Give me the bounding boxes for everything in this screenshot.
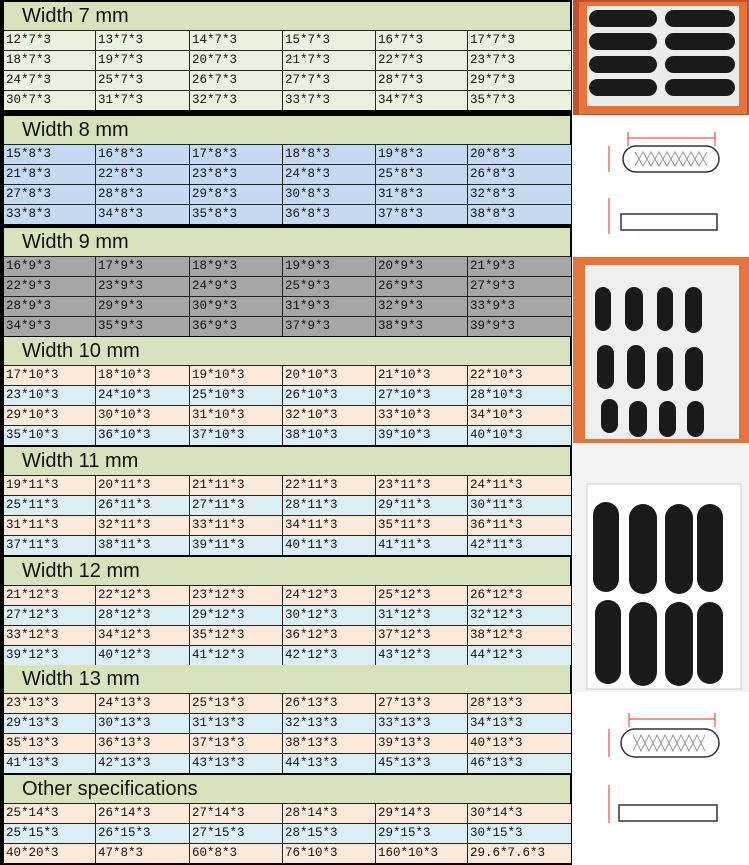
size-cell: 19*11*3 — [4, 476, 95, 495]
size-cell: 20*7*3 — [190, 51, 282, 70]
size-cell: 30*15*3 — [468, 824, 571, 843]
size-cell: 27*14*3 — [190, 804, 282, 823]
size-cell: 25*13*3 — [190, 694, 282, 713]
section-width-11-mm — [4, 447, 570, 555]
drawing-pad-dimensions-1 — [573, 116, 749, 256]
size-cell: 38*10*3 — [283, 426, 375, 445]
size-cell: 28*9*3 — [4, 297, 95, 316]
size-cell: 27*15*3 — [190, 824, 282, 843]
size-cell: 26*13*3 — [283, 694, 375, 713]
section-title: Width 12 mm — [4, 557, 570, 585]
size-cell: 30*13*3 — [96, 714, 189, 733]
size-cell: 31*9*3 — [283, 297, 375, 316]
size-cell: 14*7*3 — [190, 31, 282, 50]
size-cell: 30*12*3 — [283, 606, 375, 625]
section-title: Width 11 mm — [4, 447, 570, 475]
size-cell: 43*13*3 — [190, 754, 282, 773]
size-cell: 24*10*3 — [96, 386, 189, 405]
size-cell: 27*7*3 — [283, 71, 375, 90]
size-cell: 33*13*3 — [376, 714, 467, 733]
size-cell: 32*8*3 — [468, 185, 571, 204]
size-cell: 34*8*3 — [96, 205, 189, 224]
size-cell: 25*9*3 — [283, 277, 375, 296]
size-cell: 23*8*3 — [190, 165, 282, 184]
size-cell: 24*12*3 — [283, 586, 375, 605]
size-cell: 27*10*3 — [376, 386, 467, 405]
size-grid — [4, 144, 570, 224]
size-cell: 22*11*3 — [283, 476, 375, 495]
size-cell: 29*10*3 — [4, 406, 95, 425]
size-cell: 43*12*3 — [376, 646, 467, 665]
size-cell: 30*8*3 — [283, 185, 375, 204]
size-cell: 25*11*3 — [4, 496, 95, 515]
size-cell: 24*13*3 — [96, 694, 189, 713]
size-cell: 23*11*3 — [376, 476, 467, 495]
size-grid — [4, 693, 570, 773]
size-cell: 23*7*3 — [468, 51, 571, 70]
size-cell: 18*8*3 — [283, 145, 375, 164]
size-cell: 20*11*3 — [96, 476, 189, 495]
size-cell: 46*13*3 — [468, 754, 571, 773]
size-cell: 28*15*3 — [283, 824, 375, 843]
size-cell: 12*7*3 — [4, 31, 95, 50]
size-cell: 31*7*3 — [96, 91, 189, 110]
size-cell: 29*13*3 — [4, 714, 95, 733]
size-cell: 44*13*3 — [283, 754, 375, 773]
size-cell: 32*7*3 — [190, 91, 282, 110]
size-cell: 16*8*3 — [96, 145, 189, 164]
section-width-10-mm — [4, 337, 570, 445]
size-cell: 32*9*3 — [376, 297, 467, 316]
section-title: Width 8 mm — [4, 116, 570, 144]
section-width-13-mm — [4, 665, 570, 773]
size-cell: 32*12*3 — [468, 606, 571, 625]
size-cell: 24*7*3 — [4, 71, 95, 90]
photo-pads-orange-2 — [573, 257, 749, 443]
size-cell: 31*13*3 — [190, 714, 282, 733]
size-cell: 38*12*3 — [468, 626, 571, 645]
size-cell: 25*7*3 — [96, 71, 189, 90]
size-cell: 21*9*3 — [468, 257, 571, 276]
size-cell: 28*8*3 — [96, 185, 189, 204]
size-cell: 36*13*3 — [96, 734, 189, 753]
size-cell: 33*8*3 — [4, 205, 95, 224]
size-cell: 40*10*3 — [468, 426, 571, 445]
size-cell: 19*7*3 — [96, 51, 189, 70]
size-cell: 25*8*3 — [376, 165, 467, 184]
section-width-9-mm — [4, 228, 570, 336]
size-cell: 19*10*3 — [190, 366, 282, 385]
size-cell: 42*11*3 — [468, 536, 571, 555]
size-cell: 20*8*3 — [468, 145, 571, 164]
size-cell: 41*13*3 — [4, 754, 95, 773]
size-cell: 15*7*3 — [283, 31, 375, 50]
size-cell: 38*13*3 — [283, 734, 375, 753]
size-cell: 16*7*3 — [376, 31, 467, 50]
size-cell: 33*7*3 — [283, 91, 375, 110]
size-cell: 37*8*3 — [376, 205, 467, 224]
size-cell: 32*11*3 — [96, 516, 189, 535]
size-cell: 36*12*3 — [283, 626, 375, 645]
section-title: Width 7 mm — [4, 2, 570, 30]
size-cell: 36*8*3 — [283, 205, 375, 224]
size-cell: 38*11*3 — [96, 536, 189, 555]
size-cell: 40*12*3 — [96, 646, 189, 665]
size-cell: 17*10*3 — [4, 366, 95, 385]
size-cell: 31*12*3 — [376, 606, 467, 625]
drawing-pad-dimensions-2 — [573, 693, 749, 865]
size-cell: 37*9*3 — [283, 317, 375, 336]
size-cell: 27*12*3 — [4, 606, 95, 625]
size-cell: 28*13*3 — [468, 694, 571, 713]
size-cell: 17*9*3 — [96, 257, 189, 276]
size-cell: 28*12*3 — [96, 606, 189, 625]
size-cell: 34*11*3 — [283, 516, 375, 535]
size-grid — [4, 475, 570, 555]
size-cell: 30*10*3 — [96, 406, 189, 425]
size-cell: 33*10*3 — [376, 406, 467, 425]
size-cell: 29.6*7.6*3 — [468, 844, 571, 863]
size-cell: 37*13*3 — [190, 734, 282, 753]
size-cell: 29*15*3 — [376, 824, 467, 843]
size-cell: 37*12*3 — [376, 626, 467, 645]
section-title: Width 9 mm — [4, 228, 570, 256]
size-cell: 41*12*3 — [190, 646, 282, 665]
size-cell: 40*13*3 — [468, 734, 571, 753]
size-cell: 60*8*3 — [190, 844, 282, 863]
size-cell: 26*15*3 — [96, 824, 189, 843]
size-cell: 25*12*3 — [376, 586, 467, 605]
section-width-8-mm — [4, 116, 570, 224]
size-cell: 18*10*3 — [96, 366, 189, 385]
size-cell: 21*12*3 — [4, 586, 95, 605]
size-cell: 28*11*3 — [283, 496, 375, 515]
size-cell: 28*7*3 — [376, 71, 467, 90]
size-cell: 34*13*3 — [468, 714, 571, 733]
size-cell: 39*9*3 — [468, 317, 571, 336]
size-cell: 24*11*3 — [468, 476, 571, 495]
size-grid — [4, 585, 570, 665]
size-cell: 31*8*3 — [376, 185, 467, 204]
size-cell: 29*14*3 — [376, 804, 467, 823]
size-cell: 28*14*3 — [283, 804, 375, 823]
size-cell: 29*11*3 — [376, 496, 467, 515]
size-cell: 26*14*3 — [96, 804, 189, 823]
size-cell: 35*9*3 — [96, 317, 189, 336]
size-cell: 31*11*3 — [4, 516, 95, 535]
size-cell: 36*11*3 — [468, 516, 571, 535]
size-cell: 22*10*3 — [468, 366, 571, 385]
section-title: Width 13 mm — [4, 665, 570, 693]
size-cell: 39*10*3 — [376, 426, 467, 445]
size-cell: 22*12*3 — [96, 586, 189, 605]
size-cell: 35*11*3 — [376, 516, 467, 535]
photo-pads-orange-1 — [573, 0, 749, 115]
size-cell: 13*7*3 — [96, 31, 189, 50]
size-cell: 37*11*3 — [4, 536, 95, 555]
size-cell: 21*7*3 — [283, 51, 375, 70]
size-cell: 39*12*3 — [4, 646, 95, 665]
size-grid — [4, 256, 570, 336]
size-cell: 35*10*3 — [4, 426, 95, 445]
size-cell: 26*12*3 — [468, 586, 571, 605]
size-grid — [4, 803, 570, 863]
size-cell: 39*11*3 — [190, 536, 282, 555]
size-cell: 31*10*3 — [190, 406, 282, 425]
size-cell: 42*12*3 — [283, 646, 375, 665]
size-cell: 160*10*3 — [376, 844, 467, 863]
size-cell: 30*14*3 — [468, 804, 571, 823]
size-cell: 26*7*3 — [190, 71, 282, 90]
size-cell: 34*10*3 — [468, 406, 571, 425]
size-cell: 26*11*3 — [96, 496, 189, 515]
size-cell: 34*7*3 — [376, 91, 467, 110]
size-cell: 19*9*3 — [283, 257, 375, 276]
size-grid — [4, 365, 570, 445]
size-cell: 33*11*3 — [190, 516, 282, 535]
section-title: Other specifications — [4, 775, 570, 803]
size-cell: 36*9*3 — [190, 317, 282, 336]
size-cell: 24*9*3 — [190, 277, 282, 296]
size-cell: 40*20*3 — [4, 844, 95, 863]
size-cell: 39*13*3 — [376, 734, 467, 753]
size-cell: 28*10*3 — [468, 386, 571, 405]
size-cell: 45*13*3 — [376, 754, 467, 773]
size-cell: 29*8*3 — [190, 185, 282, 204]
size-cell: 32*13*3 — [283, 714, 375, 733]
size-cell: 23*12*3 — [190, 586, 282, 605]
size-cell: 24*8*3 — [283, 165, 375, 184]
size-cell: 21*8*3 — [4, 165, 95, 184]
size-cell: 16*9*3 — [4, 257, 95, 276]
size-cell: 27*8*3 — [4, 185, 95, 204]
size-cell: 42*13*3 — [96, 754, 189, 773]
size-cell: 25*14*3 — [4, 804, 95, 823]
size-cell: 21*11*3 — [190, 476, 282, 495]
size-cell: 26*9*3 — [376, 277, 467, 296]
section-width-12-mm — [4, 557, 570, 665]
size-cell: 26*10*3 — [283, 386, 375, 405]
size-cell: 17*8*3 — [190, 145, 282, 164]
size-cell: 36*10*3 — [96, 426, 189, 445]
size-cell: 37*10*3 — [190, 426, 282, 445]
size-cell: 44*12*3 — [468, 646, 571, 665]
size-cell: 35*13*3 — [4, 734, 95, 753]
size-cell: 22*8*3 — [96, 165, 189, 184]
size-cell: 26*8*3 — [468, 165, 571, 184]
size-cell: 23*13*3 — [4, 694, 95, 713]
size-cell: 32*10*3 — [283, 406, 375, 425]
size-cell: 41*11*3 — [376, 536, 467, 555]
size-cell: 38*8*3 — [468, 205, 571, 224]
size-cell: 34*12*3 — [96, 626, 189, 645]
size-grid — [4, 30, 570, 110]
size-cell: 19*8*3 — [376, 145, 467, 164]
size-cell: 25*10*3 — [190, 386, 282, 405]
size-cell: 30*11*3 — [468, 496, 571, 515]
size-cell: 17*7*3 — [468, 31, 571, 50]
size-cell: 23*10*3 — [4, 386, 95, 405]
size-cell: 30*7*3 — [4, 91, 95, 110]
size-cell: 22*9*3 — [4, 277, 95, 296]
size-cell: 30*9*3 — [190, 297, 282, 316]
size-cell: 33*9*3 — [468, 297, 571, 316]
size-cell: 27*9*3 — [468, 277, 571, 296]
section-other-specifications — [4, 775, 570, 863]
size-cell: 35*12*3 — [190, 626, 282, 645]
size-cell: 15*8*3 — [4, 145, 95, 164]
size-cell: 21*10*3 — [376, 366, 467, 385]
section-title: Width 10 mm — [4, 337, 570, 365]
size-cell: 35*8*3 — [190, 205, 282, 224]
size-cell: 40*11*3 — [283, 536, 375, 555]
size-cell: 27*11*3 — [190, 496, 282, 515]
size-cell: 27*13*3 — [376, 694, 467, 713]
size-cell: 23*9*3 — [96, 277, 189, 296]
size-cell: 20*9*3 — [376, 257, 467, 276]
size-cell: 20*10*3 — [283, 366, 375, 385]
size-cell: 25*15*3 — [4, 824, 95, 843]
size-cell: 18*9*3 — [190, 257, 282, 276]
size-cell: 35*7*3 — [468, 91, 571, 110]
size-cell: 38*9*3 — [376, 317, 467, 336]
size-cell: 18*7*3 — [4, 51, 95, 70]
size-cell: 34*9*3 — [4, 317, 95, 336]
size-cell: 76*10*3 — [283, 844, 375, 863]
size-cell: 29*12*3 — [190, 606, 282, 625]
size-cell: 22*7*3 — [376, 51, 467, 70]
size-cell: 29*9*3 — [96, 297, 189, 316]
photo-pads-long — [573, 444, 749, 692]
size-cell: 33*12*3 — [4, 626, 95, 645]
section-width-7-mm — [4, 2, 570, 110]
size-cell: 47*8*3 — [96, 844, 189, 863]
size-cell: 29*7*3 — [468, 71, 571, 90]
